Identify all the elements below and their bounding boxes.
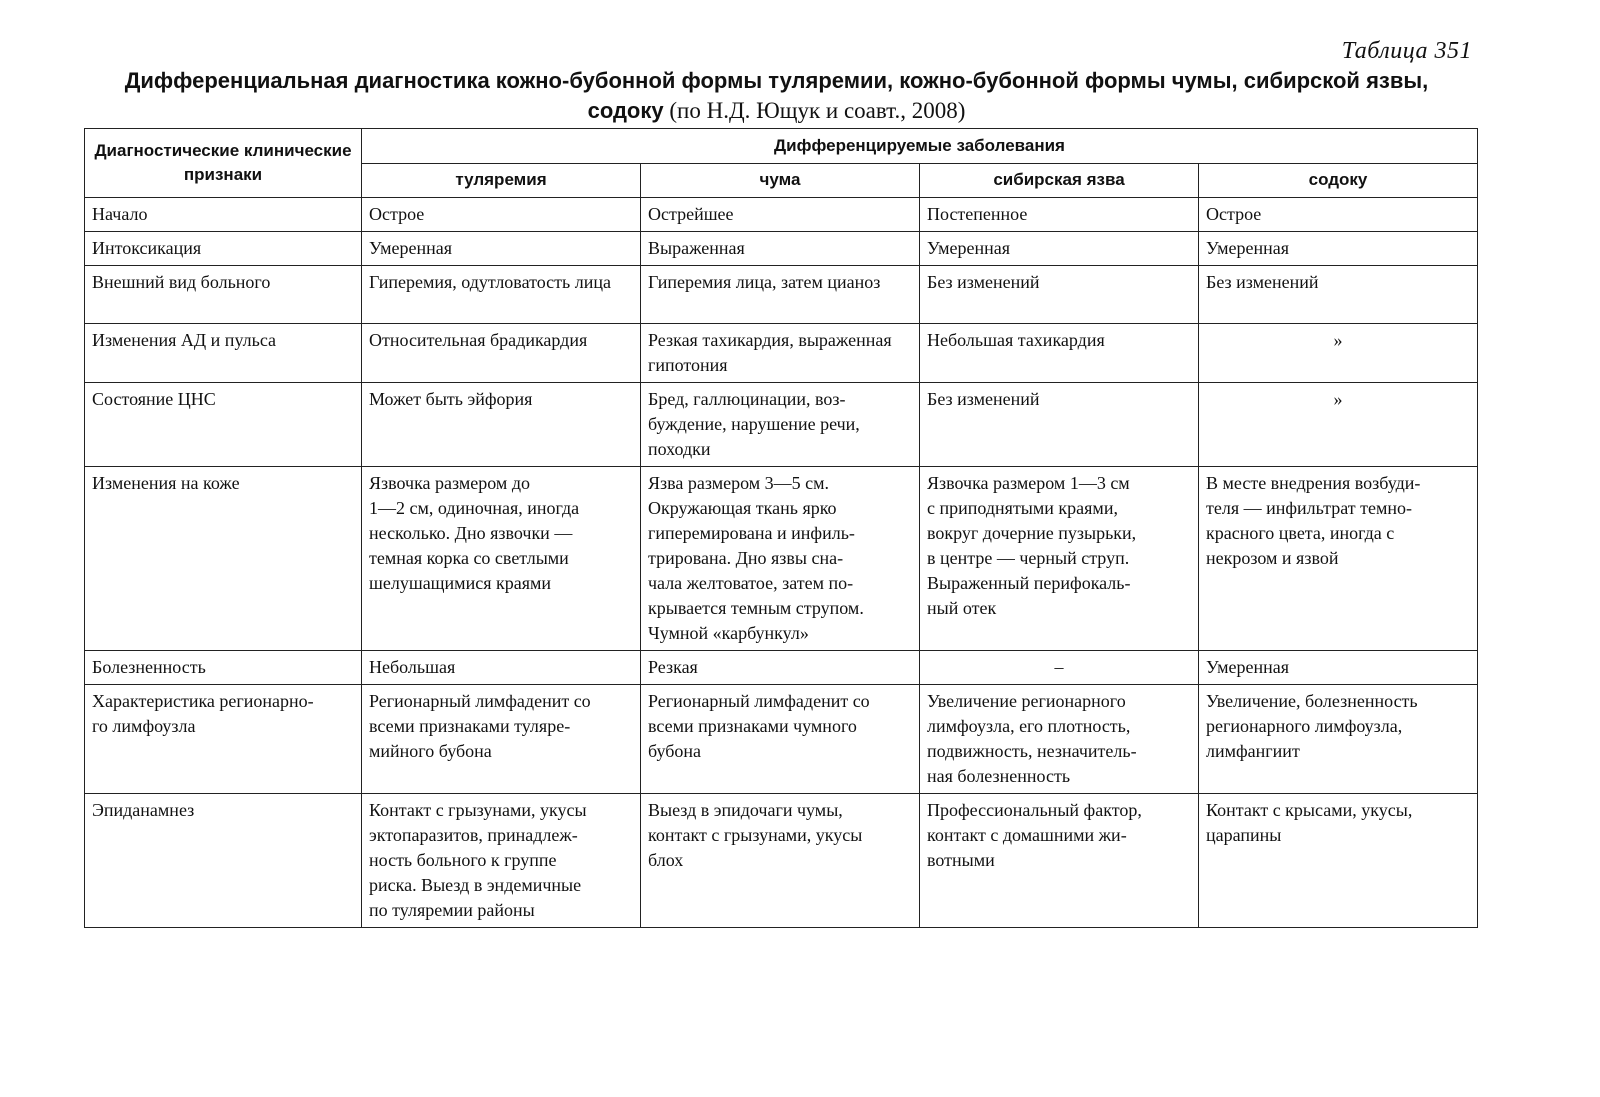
value-cell [1199, 685, 1478, 794]
title-source: (по Н.Д. Ющук и соавт., 2008) [663, 98, 966, 123]
disease-header-sodoku: содоку [1199, 163, 1478, 198]
sign-label: Изменения на коже [92, 473, 240, 493]
value-cell [641, 685, 920, 794]
value-cell [920, 232, 1199, 266]
value-cell [362, 651, 641, 685]
value-cell [362, 266, 641, 324]
value-cell [920, 324, 1199, 383]
sign-label: Начало [92, 204, 148, 224]
value-cell [1199, 232, 1478, 266]
cell-value: Регионарный лимфаденит со всеми признаками туляре- мийного бубона [369, 691, 591, 761]
sign-cell [85, 383, 362, 467]
value-cell [641, 651, 920, 685]
disease-header-plague: чума [641, 163, 920, 198]
cell-value: Увеличение регионарного лимфоузла, его плотность, подвижность, незначитель- ная болезненность [927, 691, 1137, 786]
cell-value: Небольшая тахикардия [927, 330, 1105, 350]
title-line2-bold: содоку [587, 98, 664, 123]
cell-value: Резкая тахикардия, выраженная гипотония [648, 330, 892, 375]
value-cell [641, 198, 920, 232]
cell-value: Регионарный лимфаденит со всеми признаками чумного бубона [648, 691, 870, 761]
value-cell [362, 383, 641, 467]
value-cell [1199, 467, 1478, 651]
cell-value: Гиперемия лица, затем цианоз [648, 272, 881, 292]
value-cell [641, 794, 920, 928]
cell-value: Умеренная [1206, 657, 1290, 677]
sign-label: Эпиданамнез [92, 800, 195, 820]
cell-value: Относительная брадикардия [369, 330, 588, 350]
table-row [85, 794, 1478, 928]
table-row [85, 383, 1478, 467]
cell-value: Бред, галлюцинации, воз- буждение, нарушение речи, походки [648, 389, 860, 459]
cell-value: Без изменений [927, 389, 1040, 409]
cell-value: В месте внедрения возбуди- теля — инфильтрат темно- красного цвета, иногда с некрозом и язвой [1206, 473, 1421, 568]
cell-value: Постепенное [927, 204, 1028, 224]
value-cell [1199, 324, 1478, 383]
value-cell [362, 794, 641, 928]
cell-value: Может быть эйфория [369, 389, 533, 409]
value-cell [641, 467, 920, 651]
cell-value: Острое [1206, 204, 1262, 224]
value-cell [1199, 198, 1478, 232]
sign-label: Изменения АД и пульса [92, 330, 277, 350]
sign-label: Состояние ЦНС [92, 389, 216, 409]
disease-header-tularemia: туляремия [362, 163, 641, 198]
sign-label: Внешний вид больного [92, 272, 271, 292]
value-cell [920, 685, 1199, 794]
cell-value: Гиперемия, одутловатость лица [369, 272, 611, 292]
cell-value: Выраженная [648, 238, 745, 258]
cell-value: » [1333, 330, 1343, 350]
value-cell [362, 467, 641, 651]
sign-cell [85, 324, 362, 383]
table-row [85, 685, 1478, 794]
sign-cell [85, 266, 362, 324]
sign-cell [85, 794, 362, 928]
table-row [85, 467, 1478, 651]
cell-value: Язвочка размером 1—3 см с приподнятыми краями, вокруг дочерние пузырьки, в центре — черный струп. Выраженный перифокаль- ный отек [927, 473, 1137, 618]
cell-value: Умеренная [369, 238, 453, 258]
diagnosis-table [84, 128, 1478, 928]
cell-value: » [1333, 389, 1343, 409]
sign-cell [85, 198, 362, 232]
value-cell [362, 232, 641, 266]
value-cell [641, 383, 920, 467]
value-cell [920, 467, 1199, 651]
cell-value: Острейшее [648, 204, 734, 224]
value-cell [920, 794, 1199, 928]
table-row [85, 324, 1478, 383]
sign-label: Характеристика регионарно- го лимфоузла [92, 691, 314, 736]
sign-label: Болезненность [92, 657, 206, 677]
value-cell [1199, 383, 1478, 467]
value-cell [641, 324, 920, 383]
cell-value: Язва размером 3—5 см. Окружающая ткань ярко гиперемирована и инфиль- трирована. Дно язвы сна- чала желтоватое, затем по- крывается темным струпом. Чумной «карбункул» [648, 473, 864, 643]
table-header [85, 129, 1478, 198]
cell-value: Выезд в эпидочаги чумы, контакт с грызунами, укусы блох [648, 800, 863, 870]
value-cell [362, 198, 641, 232]
cell-value: Профессиональный фактор, контакт с домашними жи- вотными [927, 800, 1142, 870]
sign-cell [85, 651, 362, 685]
cell-value: Небольшая [369, 657, 456, 677]
corner-header: Диагностические клинические признаки [85, 129, 362, 198]
value-cell [1199, 651, 1478, 685]
sign-label: Интоксикация [92, 238, 202, 258]
table-row [85, 651, 1478, 685]
value-cell [641, 266, 920, 324]
table-body [85, 198, 1478, 928]
table-row [85, 232, 1478, 266]
title-main: Дифференциальная диагностика кожно-бубонной формы туляремии, кожно-бубонной формы чумы, сибирской язвы, [124, 68, 1429, 93]
value-cell [920, 266, 1199, 324]
cell-value: Контакт с грызунами, укусы эктопаразитов, принадлеж- ность больного к группе риска. Выезд в эндемичные по туляремии районы [369, 800, 587, 920]
cell-value: Увеличение, болезненность регионарного лимфоузла, лимфангиит [1206, 691, 1418, 761]
value-cell [362, 685, 641, 794]
value-cell [920, 383, 1199, 467]
cell-value: – [1054, 657, 1064, 677]
cell-value: Без изменений [927, 272, 1040, 292]
value-cell [362, 324, 641, 383]
table-row [85, 266, 1478, 324]
value-cell [920, 651, 1199, 685]
group-header: Дифференцируемые заболевания [362, 129, 1478, 164]
cell-value: Острое [369, 204, 425, 224]
table-row [85, 198, 1478, 232]
value-cell [920, 198, 1199, 232]
value-cell [1199, 794, 1478, 928]
cell-value: Умеренная [1206, 238, 1290, 258]
header-row-group [85, 129, 1478, 164]
sign-cell [85, 685, 362, 794]
value-cell [641, 232, 920, 266]
cell-value: Язвочка размером до 1—2 см, одиночная, иногда несколько. Дно язвочки — темная корка со светлыми шелушащимися краями [369, 473, 580, 593]
disease-header-anthrax: сибирская язва [920, 163, 1199, 198]
cell-value: Без изменений [1206, 272, 1319, 292]
sign-cell [85, 232, 362, 266]
table-number: Таблица 351 [1341, 38, 1472, 64]
value-cell [1199, 266, 1478, 324]
cell-value: Контакт с крысами, укусы, царапины [1206, 800, 1413, 845]
cell-value: Умеренная [927, 238, 1011, 258]
cell-value: Резкая [648, 657, 698, 677]
sign-cell [85, 467, 362, 651]
table-title [80, 66, 1473, 126]
